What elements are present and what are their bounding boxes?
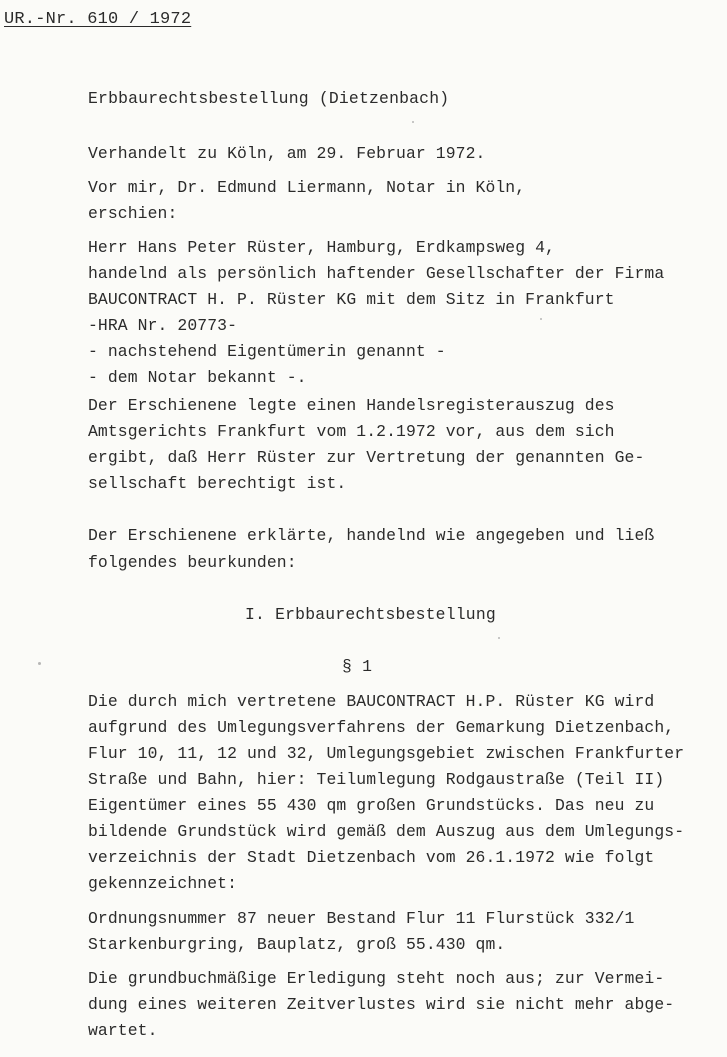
text-line: ergibt, daß Herr Rüster zur Vertretung der genannten Ge- bbox=[88, 448, 645, 467]
text-line: Der Erschienene erklärte, handelnd wie angegeben und ließ bbox=[88, 526, 655, 545]
section-heading: I. Erbbaurechtsbestellung bbox=[245, 605, 496, 624]
text-line: Flur 10, 11, 12 und 32, Umlegungsgebiet zwischen Frankfurter bbox=[88, 744, 685, 763]
text-line: handelnd als persönlich haftender Gesellschafter der Firma bbox=[88, 264, 665, 283]
paper-speck bbox=[498, 637, 500, 639]
text-line: folgendes beurkunden: bbox=[88, 553, 297, 572]
text-line: Die durch mich vertretene BAUCONTRACT H.P. Rüster KG wird bbox=[88, 692, 655, 711]
text-line: Starkenburgring, Bauplatz, groß 55.430 qm. bbox=[88, 935, 506, 954]
text-line: BAUCONTRACT H. P. Rüster KG mit dem Sitz in Frankfurt bbox=[88, 290, 615, 309]
text-line: - nachstehend Eigentümerin genannt - bbox=[88, 342, 446, 361]
text-line: sellschaft berechtigt ist. bbox=[88, 474, 347, 493]
text-line: Eigentümer eines 55 430 qm großen Grundstücks. Das neu zu bbox=[88, 796, 655, 815]
text-line: -HRA Nr. 20773- bbox=[88, 316, 238, 335]
text-line: Vor mir, Dr. Edmund Liermann, Notar in Köln, bbox=[88, 178, 526, 197]
text-line: Ordnungsnummer 87 neuer Bestand Flur 11 Flurstück 332/1 bbox=[88, 909, 635, 928]
text-line: wartet. bbox=[88, 1021, 158, 1040]
text-line: gekennzeichnet: bbox=[88, 874, 238, 893]
text-line: aufgrund des Umlegungsverfahrens der Gemarkung Dietzenbach, bbox=[88, 718, 675, 737]
text-line: Die grundbuchmäßige Erledigung steht noch aus; zur Vermei- bbox=[88, 969, 665, 988]
text-line: Der Erschienene legte einen Handelsregisterauszug des bbox=[88, 396, 615, 415]
text-line: dung eines weiteren Zeitverlustes wird sie nicht mehr abge- bbox=[88, 995, 675, 1014]
paragraph-number: § 1 bbox=[342, 657, 373, 676]
paper-speck bbox=[540, 318, 542, 320]
text-line: - dem Notar bekannt -. bbox=[88, 368, 307, 387]
paper-speck bbox=[38, 662, 41, 665]
document-reference-number: UR.-Nr. 610 / 1972 bbox=[4, 10, 192, 29]
text-line: erschien: bbox=[88, 204, 178, 223]
document-title: Erbbaurechtsbestellung (Dietzenbach) bbox=[88, 89, 450, 108]
text-line: bildende Grundstück wird gemäß dem Auszug aus dem Umlegungs- bbox=[88, 822, 685, 841]
paper-speck bbox=[412, 121, 414, 123]
text-line: Herr Hans Peter Rüster, Hamburg, Erdkampsweg 4, bbox=[88, 238, 555, 257]
text-line: Amtsgerichts Frankfurt vom 1.2.1972 vor, aus dem sich bbox=[88, 422, 615, 441]
text-line: Verhandelt zu Köln, am 29. Februar 1972. bbox=[88, 144, 486, 163]
text-line: Straße und Bahn, hier: Teilumlegung Rodgaustraße (Teil II) bbox=[88, 770, 665, 789]
text-line: verzeichnis der Stadt Dietzenbach vom 26.1.1972 wie folgt bbox=[88, 848, 655, 867]
